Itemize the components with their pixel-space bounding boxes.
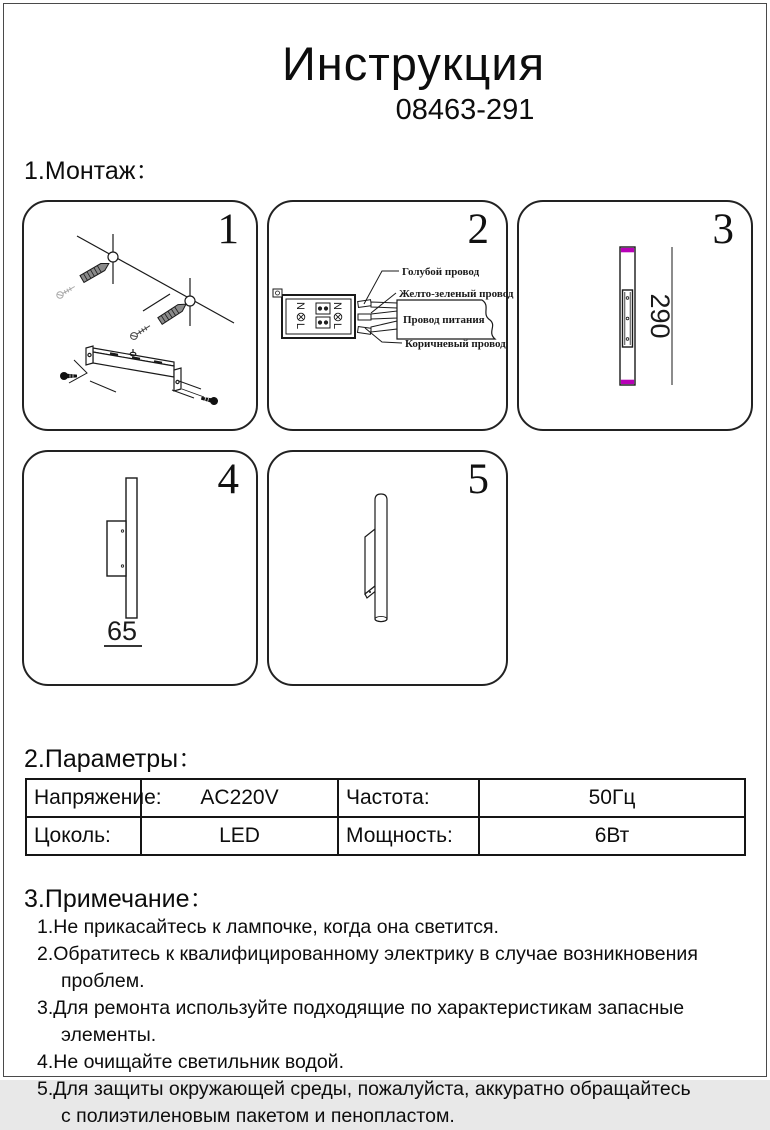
montage-step-4-panel xyxy=(22,450,258,686)
param-label: Цоколь: xyxy=(26,817,141,855)
section-heading-montage: 1.Монтаж： xyxy=(24,157,161,185)
note-item: 3.Для ремонта используйте подходящие по характеристикам запасные элементы. xyxy=(37,997,685,1046)
step-number: 3 xyxy=(712,206,734,253)
assembled-fixture-icon xyxy=(269,452,506,684)
wall-plug-icon xyxy=(80,260,111,282)
power-cord-label: Провод питания xyxy=(403,314,485,326)
fixture-side-view-icon xyxy=(24,452,256,684)
model-number: 08463-291 xyxy=(395,94,535,126)
section-heading-notes: 3.Примечание： xyxy=(24,885,215,913)
param-value: 50Гц xyxy=(479,779,745,817)
page-title: Инструкция xyxy=(281,37,546,90)
screw-outline-icon xyxy=(129,323,151,341)
brown-wire-label: Коричневый провод xyxy=(405,338,506,350)
svg-text:L: L xyxy=(294,323,306,330)
param-value: 6Вт xyxy=(479,817,745,855)
param-label: Мощность: xyxy=(338,817,479,855)
screw-outline-icon xyxy=(56,284,77,300)
note-item: 5.Для защиты окружающей среды, пожалуйста, аккуратно обращайтесь с полиэтиленовым пакетом и пенопластом. xyxy=(37,1078,691,1127)
note-item: 2.Обратитесь к квалифицированному электрику в случае возникновения проблем. xyxy=(37,943,698,992)
wall-anchor-drilling-diagram-icon xyxy=(24,202,256,429)
step-number: 2 xyxy=(467,206,489,253)
yellow-green-wire-label: Желто-зеленый провод xyxy=(399,288,514,300)
montage-step-5-panel xyxy=(267,450,508,686)
param-value: AC220V xyxy=(141,779,338,817)
note-item: 4.Не очищайте светильник водой. xyxy=(37,1051,344,1073)
blue-wire-label: Голубой провод xyxy=(402,266,480,278)
montage-step-2-panel xyxy=(267,200,514,431)
notes-list xyxy=(37,914,699,1130)
parameters-table xyxy=(25,778,746,856)
note-item: 1.Не прикасайтесь к лампочке, когда она светится. xyxy=(37,916,499,938)
wire-leads xyxy=(358,300,397,335)
param-label: Частота: xyxy=(338,779,479,817)
table-row xyxy=(26,817,745,855)
step-number: 1 xyxy=(217,206,239,253)
mounting-bracket-icon xyxy=(86,346,181,391)
param-value: LED xyxy=(141,817,338,855)
section-heading-params: 2.Параметры： xyxy=(24,745,204,773)
svg-text:L: L xyxy=(331,323,343,330)
height-dimension: 290 xyxy=(645,293,675,339)
montage-step-1-panel xyxy=(22,200,258,431)
fixture-front-view-icon xyxy=(519,202,751,429)
param-label: Напряжение: xyxy=(26,779,141,817)
screw-icon xyxy=(60,372,77,380)
wall-plug-icon xyxy=(158,301,188,325)
table-row xyxy=(26,779,745,817)
svg-text:N: N xyxy=(331,302,343,310)
screw-icon xyxy=(200,394,218,405)
depth-dimension: 65 xyxy=(106,616,138,646)
svg-text:N: N xyxy=(294,302,306,310)
montage-step-3-panel xyxy=(517,200,753,431)
step-number: 4 xyxy=(217,456,239,503)
step-number: 5 xyxy=(467,456,489,503)
wiring-diagram-icon xyxy=(269,202,514,429)
